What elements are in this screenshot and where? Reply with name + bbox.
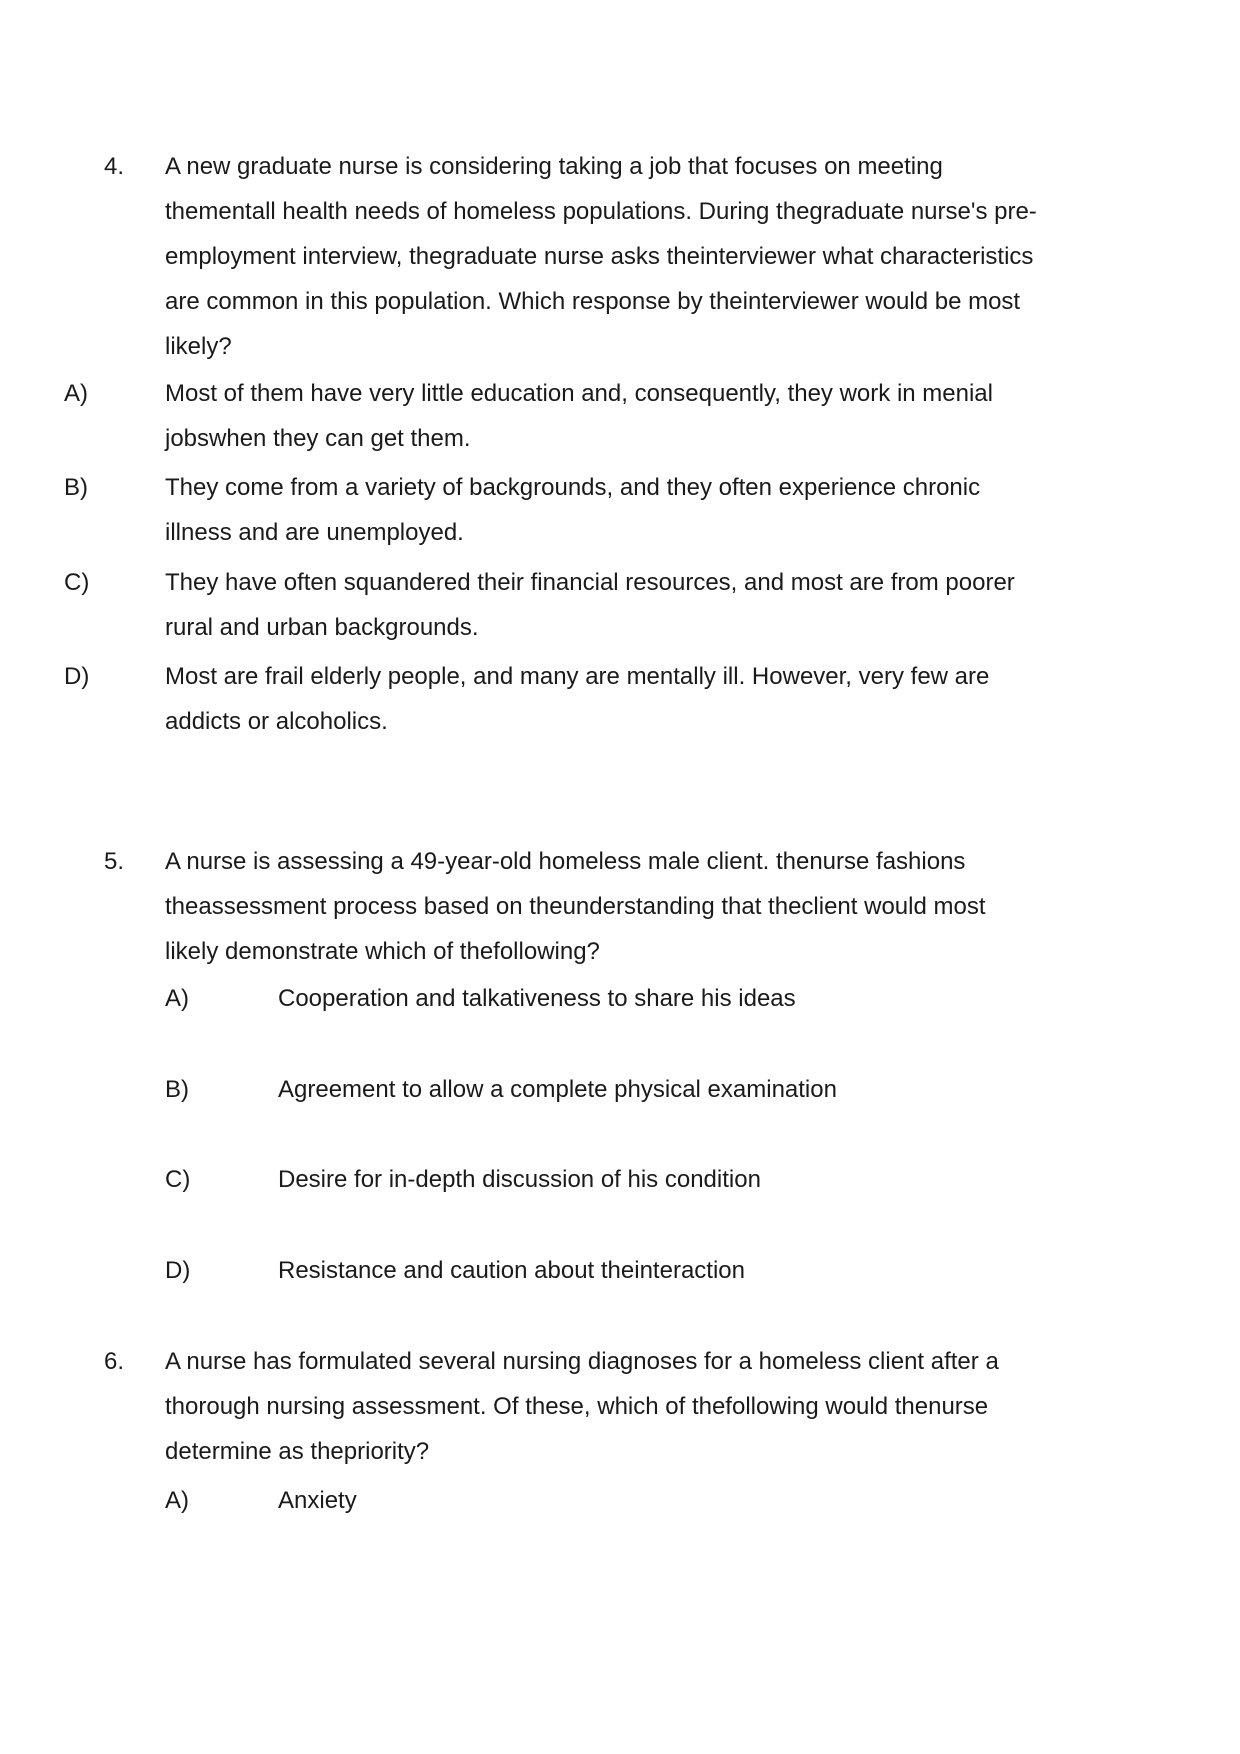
option-letter: A) (165, 985, 189, 1012)
option-text-line: illness and are unemployed. (165, 519, 464, 546)
option-letter: A) (165, 1487, 189, 1514)
option-letter: D) (165, 1257, 191, 1284)
option-letter: A) (64, 380, 88, 407)
option-letter: C) (64, 569, 90, 596)
option-text-line: rural and urban backgrounds. (165, 614, 479, 641)
option-text-line: addicts or alcoholics. (165, 708, 388, 735)
question-text-line: A nurse is assessing a 49-year-old homeless male client. thenurse fashions (165, 848, 966, 875)
question-text-line: thementall health needs of homeless populations. During thegraduate nurse's pre- (165, 198, 1037, 225)
question-text-line: employment interview, thegraduate nurse asks theinterviewer what characteristics (165, 243, 1034, 270)
option-letter: D) (64, 663, 90, 690)
question-text-line: likely? (165, 333, 232, 360)
question-number: 4. (104, 153, 125, 180)
question-text-line: are common in this population. Which response by theinterviewer would be most (165, 288, 1021, 315)
question-number: 5. (104, 848, 125, 875)
option-text-line: Most of them have very little education and, consequently, they work in menial (165, 380, 993, 407)
option-letter: B) (165, 1076, 189, 1103)
option-letter: B) (64, 474, 88, 501)
option-text: Resistance and caution about theinteraction (278, 1257, 745, 1284)
option-text-line: They come from a variety of backgrounds, and they often experience chronic (165, 474, 981, 501)
question-text-line: A nurse has formulated several nursing diagnoses for a homeless client after a (165, 1348, 999, 1375)
question-number: 6. (104, 1348, 125, 1375)
option-text: Agreement to allow a complete physical examination (278, 1076, 837, 1103)
question-text-line: A new graduate nurse is considering taking a job that focuses on meeting (165, 153, 943, 180)
option-text: Desire for in-depth discussion of his condition (278, 1166, 761, 1193)
option-text-line: They have often squandered their financial resources, and most are from poorer (165, 569, 1015, 596)
question-text-line: thorough nursing assessment. Of these, which of thefollowing would thenurse (165, 1393, 989, 1420)
option-text: Cooperation and talkativeness to share his ideas (278, 985, 796, 1012)
option-text-line: jobswhen they can get them. (165, 425, 471, 452)
question-text-line: theassessment process based on theunderstanding that theclient would most (165, 893, 986, 920)
question-text-line: likely demonstrate which of thefollowing? (165, 938, 600, 965)
option-text-line: Most are frail elderly people, and many are mentally ill. However, very few are (165, 663, 990, 690)
option-letter: C) (165, 1166, 191, 1193)
question-text-line: determine as thepriority? (165, 1438, 430, 1465)
option-text: Anxiety (278, 1487, 357, 1514)
